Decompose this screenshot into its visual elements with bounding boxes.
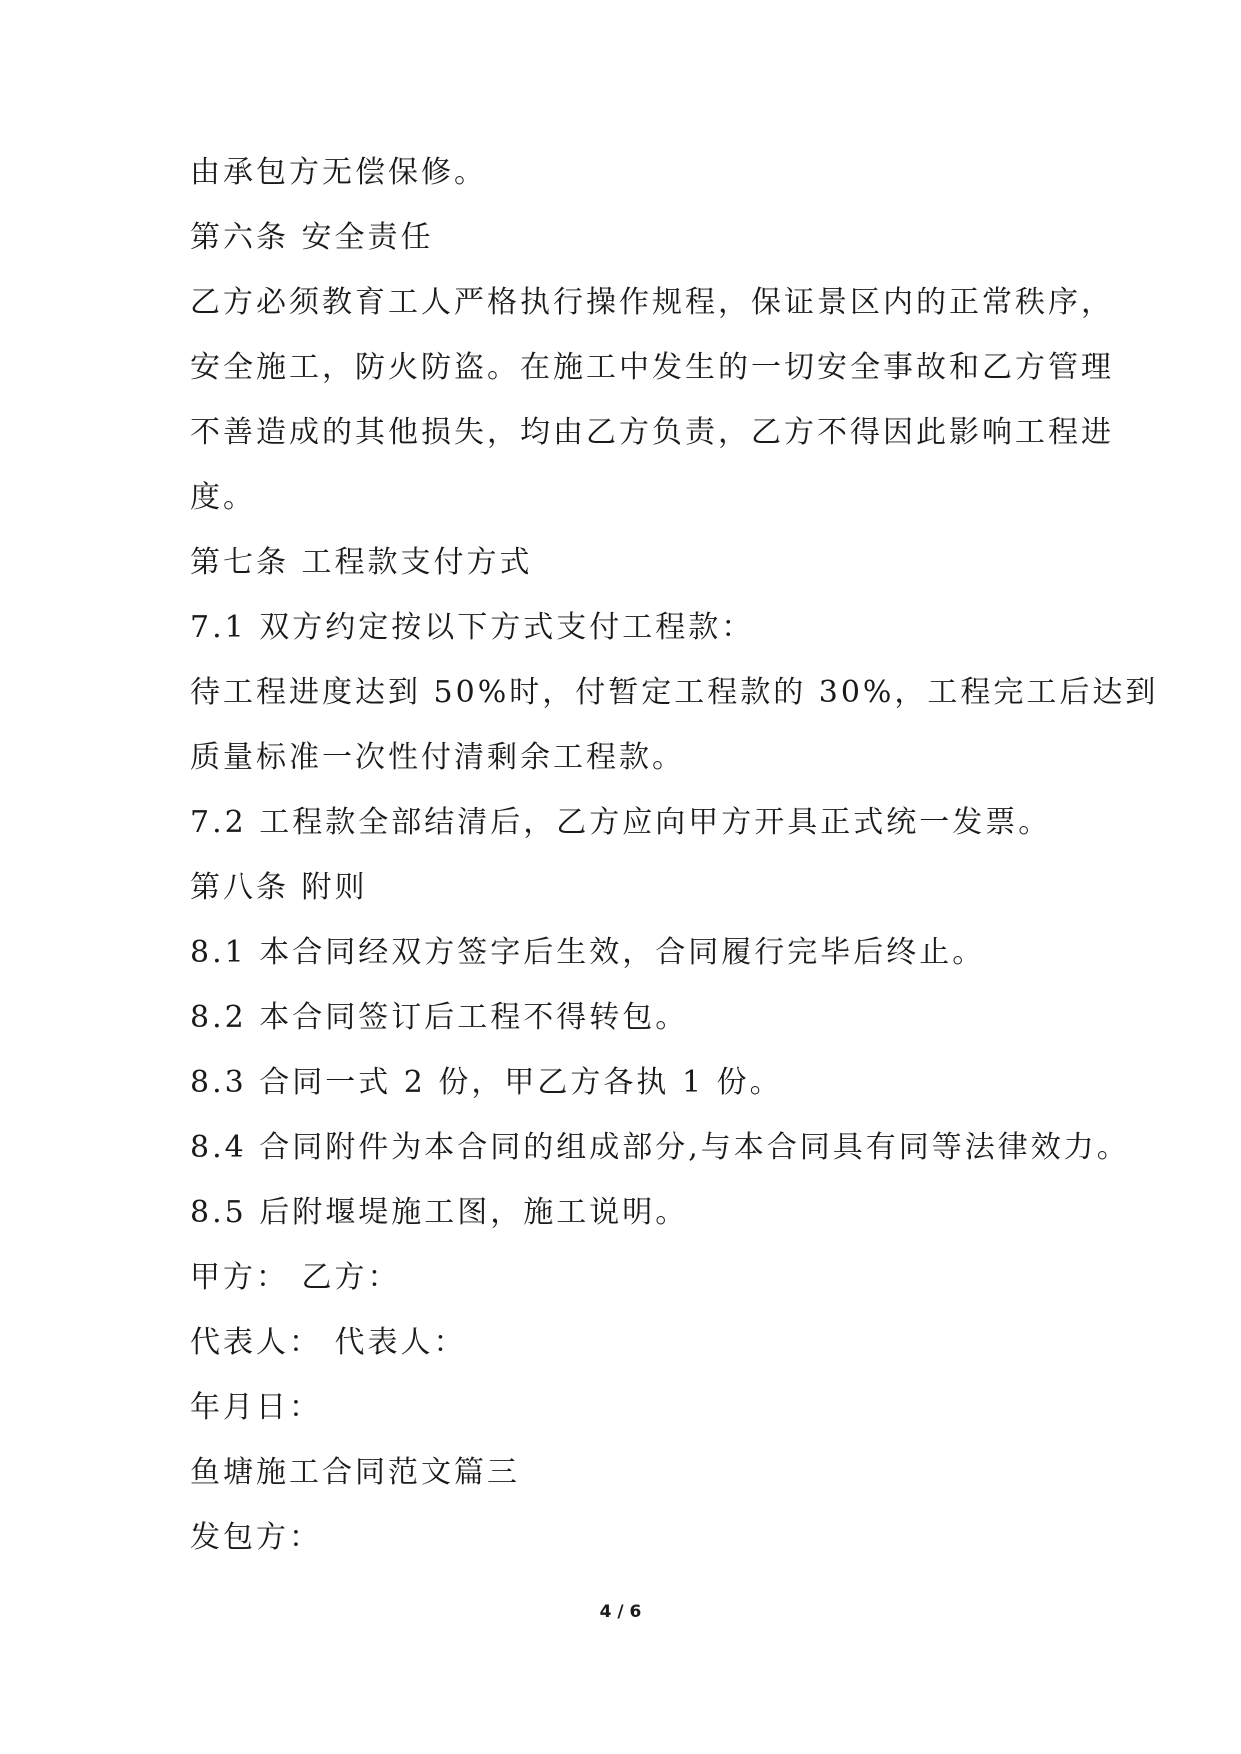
- text-line: 7.1 双方约定按以下方式支付工程款：: [190, 610, 755, 645]
- text-line: 8.3 合同一式 2 份，甲乙方各执 1 份。: [190, 1065, 783, 1100]
- section-heading: 第六条 安全责任: [190, 220, 434, 255]
- signature-line: 甲方： 乙方：: [190, 1260, 401, 1295]
- text-line: 乙方必须教育工人严格执行操作规程，保证景区内的正常秩序，: [190, 285, 1114, 320]
- document-body: [190, 155, 1159, 1588]
- section-heading: 第七条 工程款支付方式: [190, 545, 533, 580]
- text-line: 不善造成的其他损失，均由乙方负责，乙方不得因此影响工程进: [190, 415, 1114, 450]
- text-line: 由承包方无偿保修。: [190, 155, 487, 190]
- text-line: 8.4 合同附件为本合同的组成部分,与本合同具有同等法律效力。: [190, 1130, 1130, 1165]
- page-number: 4 / 6: [599, 1602, 642, 1622]
- text-line: 7.2 工程款全部结清后，乙方应向甲方开具正式统一发票。: [190, 805, 1052, 840]
- text-line: 8.5 后附堰堤施工图，施工说明。: [190, 1195, 689, 1230]
- text-line: 发包方：: [190, 1520, 322, 1555]
- text-line: 8.1 本合同经双方签字后生效，合同履行完毕后终止。: [190, 935, 986, 970]
- text-line: 安全施工，防火防盗。在施工中发生的一切安全事故和乙方管理: [190, 350, 1114, 385]
- signature-line: 代表人： 代表人：: [190, 1325, 467, 1360]
- section-title: 鱼塘施工合同范文篇三: [190, 1455, 520, 1490]
- text-line: 待工程进度达到 50%时，付暂定工程款的 30%，工程完工后达到: [190, 675, 1159, 710]
- section-heading: 第八条 附则: [190, 870, 368, 905]
- text-line: 质量标准一次性付清剩余工程款。: [190, 740, 685, 775]
- date-line: 年月日：: [190, 1390, 322, 1425]
- text-line: 8.2 本合同签订后工程不得转包。: [190, 1000, 689, 1035]
- text-line: 度。: [190, 480, 256, 515]
